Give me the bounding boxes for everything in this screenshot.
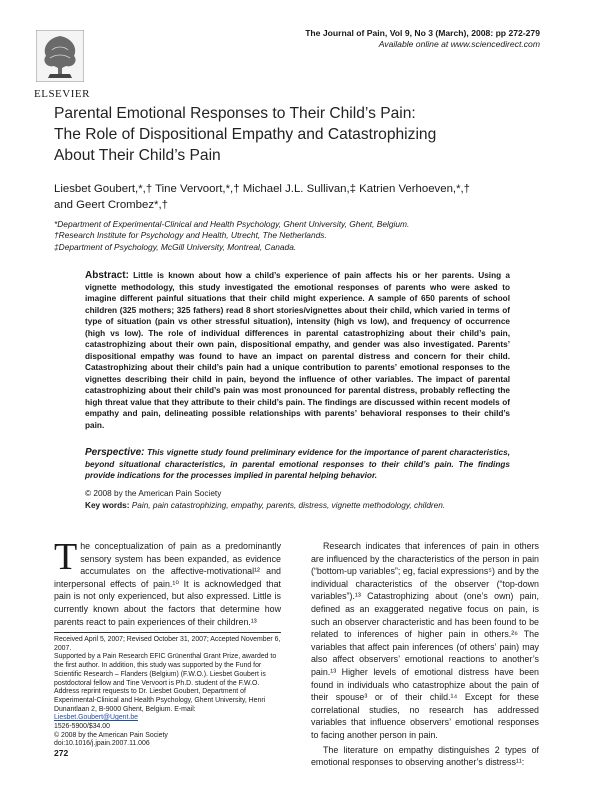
publisher-name: ELSEVIER <box>34 88 90 100</box>
footnote-copyright: © 2008 by the American Pain Society <box>54 731 168 739</box>
article-title <box>54 103 554 166</box>
perspective <box>85 447 510 482</box>
reprint-address-text: Address reprint requests to Dr. Liesbet Goubert, Department of Experimental-Clinical and Health Psychology, Ghent University, Henri Dunantlaan 2, B-9000 Ghent, Belgium. E-mail: <box>54 688 266 713</box>
body-right-column <box>311 540 539 769</box>
body-paragraph-2: The literature on empathy distinguishes 2 types of emotional responses to observing another’s distress¹¹: <box>311 744 539 768</box>
elsevier-tree-icon <box>36 30 84 82</box>
affiliations <box>54 219 554 253</box>
funding-note: Supported by a Pain Research EFIC Grünenthal Grant Prize, awarded to the first author. In addition, this study was supported by the Fund for Scientific Research – Flanders (Belgium) (F.W.O.). Liesbet Goubert is postdoctoral fellow and Tine Vervoort is Ph.D. student of the F.W.O. <box>54 653 277 687</box>
perspective-text: This vignette study found preliminary evidence for the importance of parent characteristics, beyond situational characteristics, in parental emotional responses to their child’s pain. The findings provide indications for the processes implied in parental helping behavior. <box>85 448 510 480</box>
authors-line-1: Liesbet Goubert,*,† Tine Vervoort,*,† Michael J.L. Sullivan,‡ Katrien Verhoeven,*,† <box>54 183 471 195</box>
keywords-label: Key words: <box>85 501 130 510</box>
abstract-text: Little is known about how a child’s experience of pain affects his or her parents. Using a vignette methodology, this study investigated the emotional responses of parents who were asked to imagine different painful situations that their child might experience. A sample of 650 parents of school children (325 mothers; 325 fathers) read 8 short stories/vignettes about their child, which varied in terms of type of situation (pain vs other stressful situation), intensity (high vs low), and frequency of occurrence (high vs low). The role of individual differences in parental catastrophizing about their child’s pain, catastrophizing about their own pain, dispositional empathy, and gender was also investigated. Parents’ dispositional empathy was found to have an impact on parental distress and concern for their child. Catastrophizing about their child’s pain had a unique contribution to parents’ emotional responses to the vignettes describing their child in pain, beyond the influence of other variables. The impact of parental catastrophizing about their child’s pain was most pronounced for parental distress, probably reflecting the high threat value that they attribute to their child’s pain. The findings are discussed within recent models of empathy and pain, delineating possible relationships with parents’ behavioral responses to their child’s pain. <box>85 271 510 430</box>
abstract-copyright: © 2008 by the American Pain Society <box>85 489 222 498</box>
title-line-1: Parental Emotional Responses to Their Child’s Pain: <box>54 105 416 122</box>
title-line-3: About Their Child’s Pain <box>54 147 221 164</box>
journal-header <box>305 28 540 50</box>
available-online: Available online at www.sciencedirect.com <box>378 39 540 49</box>
email-link[interactable]: Liesbet.Goubert@Ugent.be <box>54 714 138 722</box>
journal-citation: The Journal of Pain, Vol 9, No 3 (March), 2008: pp 272-279 <box>305 28 540 38</box>
affiliation-2: †Research Institute for Psychology and Health, Utrecht, The Netherlands. <box>54 230 327 241</box>
intro-paragraph: he conceptualization of pain as a predominantly sensory system has been expanded, as evidence accumulates on the affective-motivational¹² and interpersonal effects of pain.¹⁰ It is acknowledged that pain is not only experienced, but also expressed. Little is currently known about the factors that determine how parents react to pain experiences of their children.¹³ <box>54 541 281 627</box>
body-paragraph-1: Research indicates that inferences of pain in others are influenced by the characteristics of the person in pain (“bottom-up variables”; eg, facial expressions⁵) and by the individual characteristics of the observer (“top-down variables”).¹³ Catastrophizing about (one’s own) pain, defined as an exaggerated negative focus on pain, is such an observer characteristic and has been found to be related to inferences of higher pain in others.²⁶ The variables that affect pain inferences (of others’ pain) may also affect observers’ emotional reactions to another’s pain.¹³ Higher levels of emotional distress have been found in individuals who catastrophize about the pain of their spouse³ or of their child.¹⁴ Except for these correlational studies, no research has addressed variables that influence observers’ emotional responses to facing another person in pain. <box>311 541 539 740</box>
affiliation-1: *Department of Experimental-Clinical and Health Psychology, Ghent University, Ghent, Belgium. <box>54 219 410 229</box>
body-left-column <box>54 536 281 628</box>
affiliation-3: ‡Department of Psychology, McGill University, Montreal, Canada. <box>54 241 297 252</box>
page-number: 272 <box>54 748 69 758</box>
footnote-divider <box>54 632 281 633</box>
footnotes <box>54 636 281 749</box>
elsevier-logo <box>34 30 90 100</box>
abstract-heading: Abstract: <box>85 270 129 281</box>
author-list <box>54 181 554 213</box>
authors-line-2: and Geert Crombez*,† <box>54 199 168 211</box>
title-line-2: The Role of Dispositional Empathy and Catastrophizing <box>54 126 437 143</box>
received-dates: Received April 5, 2007; Revised October 31, 2007; Accepted November 6, 2007. <box>54 636 281 652</box>
reprint-address <box>54 688 281 723</box>
issn: 1526-5900/$34.00 <box>54 723 110 731</box>
abstract <box>85 270 510 431</box>
keywords <box>85 500 510 512</box>
keywords-text: Pain, pain catastrophizing, empathy, parents, distress, vignette methodology, children. <box>131 501 446 510</box>
doi: doi:10.1016/j.jpain.2007.11.006 <box>54 740 150 748</box>
drop-cap: T <box>54 536 78 578</box>
perspective-heading: Perspective: <box>85 447 145 458</box>
